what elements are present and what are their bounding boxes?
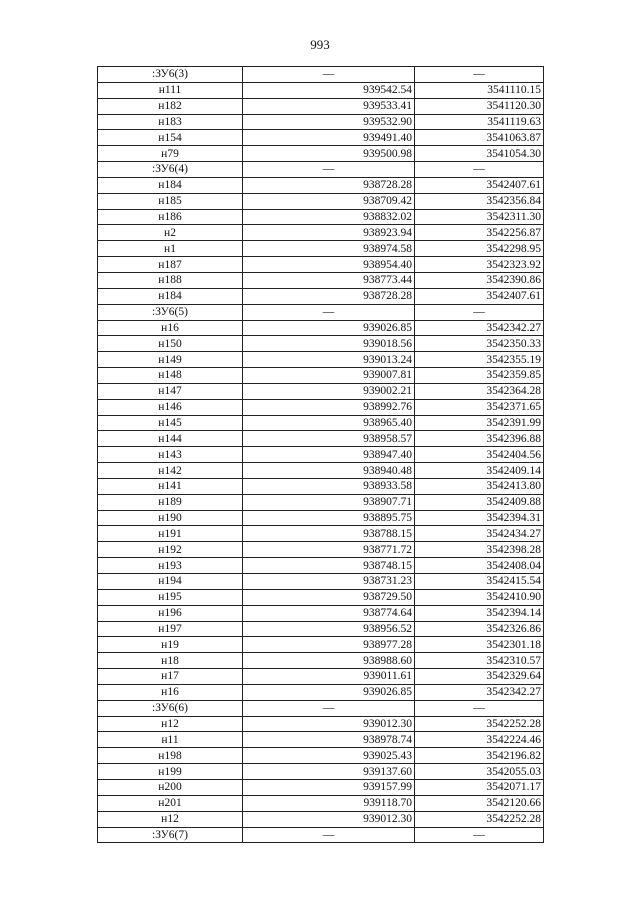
y-coordinate-cell: 3542355.19 [415,352,544,368]
table-row [98,574,544,590]
table-row [98,732,544,748]
y-coordinate-cell: 3542071.17 [415,779,544,795]
table-row [98,193,544,209]
x-coordinate-cell: 938958.57 [243,431,415,447]
x-coordinate-cell: 938731.23 [243,574,415,590]
point-name-cell: н200 [98,779,243,795]
y-coordinate-cell: 3541063.87 [415,130,544,146]
table-row [98,605,544,621]
table-row [98,589,544,605]
x-coordinate-cell: 939007.81 [243,368,415,384]
table-row [98,447,544,463]
x-coordinate-cell: 939026.85 [243,684,415,700]
point-name-cell: :ЗУ6(6) [98,700,243,716]
table-row [98,304,544,320]
point-name-cell: :ЗУ6(3) [98,67,243,83]
point-name-cell: н16 [98,320,243,336]
point-name-cell: н11 [98,732,243,748]
x-coordinate-cell: 938978.74 [243,732,415,748]
point-name-cell: :ЗУ6(4) [98,162,243,178]
y-coordinate-cell: 3542404.56 [415,447,544,463]
y-coordinate-cell: 3542298.95 [415,241,544,257]
point-name-cell: н182 [98,98,243,114]
table-row [98,288,544,304]
x-coordinate-cell: 938974.58 [243,241,415,257]
x-coordinate-cell: — [243,827,415,843]
point-name-cell: н111 [98,82,243,98]
table-row [98,653,544,669]
table-row [98,637,544,653]
y-coordinate-cell: 3542310.57 [415,653,544,669]
point-name-cell: н199 [98,764,243,780]
x-coordinate-cell: 938771.72 [243,542,415,558]
y-coordinate-cell: 3542342.27 [415,320,544,336]
point-name-cell: н12 [98,716,243,732]
y-coordinate-cell: 3542409.14 [415,463,544,479]
point-name-cell: н184 [98,288,243,304]
table-row [98,510,544,526]
x-coordinate-cell: 938992.76 [243,399,415,415]
y-coordinate-cell: 3542398.28 [415,542,544,558]
x-coordinate-cell: 938774.64 [243,605,415,621]
point-name-cell: н196 [98,605,243,621]
y-coordinate-cell: 3542394.14 [415,605,544,621]
point-name-cell: н183 [98,114,243,130]
point-name-cell: н79 [98,146,243,162]
coordinates-table [97,66,544,843]
x-coordinate-cell: 939137.60 [243,764,415,780]
x-coordinate-cell: 938956.52 [243,621,415,637]
y-coordinate-cell: 3542196.82 [415,748,544,764]
x-coordinate-cell: 938729.50 [243,589,415,605]
point-name-cell: н1 [98,241,243,257]
point-name-cell: н189 [98,494,243,510]
table-row [98,209,544,225]
point-name-cell: н16 [98,684,243,700]
table-row [98,764,544,780]
table-row [98,82,544,98]
x-coordinate-cell: 939533.41 [243,98,415,114]
y-coordinate-cell: 3542408.04 [415,558,544,574]
x-coordinate-cell: 939025.43 [243,748,415,764]
table-row [98,431,544,447]
y-coordinate-cell: 3542359.85 [415,368,544,384]
y-coordinate-cell: 3542301.18 [415,637,544,653]
y-coordinate-cell: 3542342.27 [415,684,544,700]
table-row [98,827,544,843]
x-coordinate-cell: 938965.40 [243,415,415,431]
point-name-cell: н2 [98,225,243,241]
table-row [98,669,544,685]
x-coordinate-cell: — [243,67,415,83]
point-name-cell: н142 [98,463,243,479]
y-coordinate-cell: 3542329.64 [415,669,544,685]
x-coordinate-cell: 938728.28 [243,288,415,304]
y-coordinate-cell: 3542252.28 [415,716,544,732]
x-coordinate-cell: 939012.30 [243,811,415,827]
table-row [98,811,544,827]
point-name-cell: н17 [98,669,243,685]
point-name-cell: н146 [98,399,243,415]
y-coordinate-cell: 3542391.99 [415,415,544,431]
x-coordinate-cell: 938940.48 [243,463,415,479]
table-row [98,779,544,795]
x-coordinate-cell: 939012.30 [243,716,415,732]
y-coordinate-cell: 3542390.86 [415,272,544,288]
y-coordinate-cell: — [415,827,544,843]
point-name-cell: н192 [98,542,243,558]
point-name-cell: н147 [98,383,243,399]
table-row [98,368,544,384]
table-row [98,415,544,431]
table-row [98,700,544,716]
x-coordinate-cell: 938728.28 [243,177,415,193]
table-row [98,320,544,336]
point-name-cell: н191 [98,526,243,542]
table-row [98,542,544,558]
x-coordinate-cell: — [243,700,415,716]
point-name-cell: н145 [98,415,243,431]
y-coordinate-cell: 3542413.80 [415,478,544,494]
point-name-cell: н19 [98,637,243,653]
point-name-cell: н154 [98,130,243,146]
table-row [98,748,544,764]
table-row [98,478,544,494]
x-coordinate-cell: 938832.02 [243,209,415,225]
x-coordinate-cell: 939002.21 [243,383,415,399]
point-name-cell: н149 [98,352,243,368]
x-coordinate-cell: 938895.75 [243,510,415,526]
y-coordinate-cell: — [415,67,544,83]
y-coordinate-cell: 3542396.88 [415,431,544,447]
table-row [98,526,544,542]
point-name-cell: н188 [98,272,243,288]
point-name-cell: н194 [98,574,243,590]
coordinates-table-body [98,67,544,843]
table-row [98,558,544,574]
x-coordinate-cell: 938954.40 [243,257,415,273]
x-coordinate-cell: 939542.54 [243,82,415,98]
y-coordinate-cell: 3542356.84 [415,193,544,209]
y-coordinate-cell: 3542364.28 [415,383,544,399]
y-coordinate-cell: 3541120.30 [415,98,544,114]
x-coordinate-cell: 938923.94 [243,225,415,241]
y-coordinate-cell: 3542350.33 [415,336,544,352]
table-row [98,621,544,637]
x-coordinate-cell: 938977.28 [243,637,415,653]
table-row [98,225,544,241]
y-coordinate-cell: 3542256.87 [415,225,544,241]
x-coordinate-cell: 938988.60 [243,653,415,669]
point-name-cell: н195 [98,589,243,605]
x-coordinate-cell: 939118.70 [243,795,415,811]
y-coordinate-cell: 3542409.88 [415,494,544,510]
y-coordinate-cell: 3542407.61 [415,288,544,304]
y-coordinate-cell: 3542311.30 [415,209,544,225]
x-coordinate-cell: 938748.15 [243,558,415,574]
x-coordinate-cell: — [243,304,415,320]
point-name-cell: н190 [98,510,243,526]
x-coordinate-cell: 939013.24 [243,352,415,368]
x-coordinate-cell: 938933.58 [243,478,415,494]
table-row [98,463,544,479]
x-coordinate-cell: 939026.85 [243,320,415,336]
point-name-cell: н148 [98,368,243,384]
table-row [98,716,544,732]
point-name-cell: н201 [98,795,243,811]
y-coordinate-cell: 3541119.63 [415,114,544,130]
x-coordinate-cell: 938907.71 [243,494,415,510]
table-row [98,383,544,399]
point-name-cell: :ЗУ6(5) [98,304,243,320]
x-coordinate-cell: 939532.90 [243,114,415,130]
x-coordinate-cell: — [243,162,415,178]
page-number: 993 [310,37,330,52]
point-name-cell: н18 [98,653,243,669]
y-coordinate-cell: 3542394.31 [415,510,544,526]
table-row [98,67,544,83]
x-coordinate-cell: 939500.98 [243,146,415,162]
point-name-cell: н186 [98,209,243,225]
table-row [98,494,544,510]
table-row [98,257,544,273]
x-coordinate-cell: 939011.61 [243,669,415,685]
y-coordinate-cell: 3542371.65 [415,399,544,415]
table-row [98,795,544,811]
table-row [98,162,544,178]
y-coordinate-cell: 3542252.28 [415,811,544,827]
x-coordinate-cell: 938947.40 [243,447,415,463]
x-coordinate-cell: 938788.15 [243,526,415,542]
point-name-cell: н143 [98,447,243,463]
table-row [98,130,544,146]
point-name-cell: н184 [98,177,243,193]
point-name-cell: н198 [98,748,243,764]
y-coordinate-cell: 3542326.86 [415,621,544,637]
table-row [98,272,544,288]
point-name-cell: н185 [98,193,243,209]
y-coordinate-cell: 3542410.90 [415,589,544,605]
table-row [98,399,544,415]
table-row [98,114,544,130]
y-coordinate-cell: 3542407.61 [415,177,544,193]
table-row [98,241,544,257]
y-coordinate-cell: 3542055.03 [415,764,544,780]
y-coordinate-cell: 3542120.66 [415,795,544,811]
y-coordinate-cell: 3542415.54 [415,574,544,590]
point-name-cell: н187 [98,257,243,273]
table-row [98,177,544,193]
point-name-cell: н150 [98,336,243,352]
point-name-cell: н12 [98,811,243,827]
table-row [98,684,544,700]
y-coordinate-cell: 3542224.46 [415,732,544,748]
y-coordinate-cell: 3542434.27 [415,526,544,542]
x-coordinate-cell: 939018.56 [243,336,415,352]
point-name-cell: н197 [98,621,243,637]
y-coordinate-cell: — [415,304,544,320]
point-name-cell: н141 [98,478,243,494]
table-row [98,98,544,114]
y-coordinate-cell: 3541110.15 [415,82,544,98]
table-row [98,146,544,162]
y-coordinate-cell: — [415,700,544,716]
point-name-cell: н144 [98,431,243,447]
point-name-cell: н193 [98,558,243,574]
x-coordinate-cell: 939491.40 [243,130,415,146]
point-name-cell: :ЗУ6(7) [98,827,243,843]
table-row [98,352,544,368]
x-coordinate-cell: 938709.42 [243,193,415,209]
y-coordinate-cell: — [415,162,544,178]
y-coordinate-cell: 3541054.30 [415,146,544,162]
x-coordinate-cell: 938773.44 [243,272,415,288]
x-coordinate-cell: 939157.99 [243,779,415,795]
y-coordinate-cell: 3542323.92 [415,257,544,273]
table-row [98,336,544,352]
